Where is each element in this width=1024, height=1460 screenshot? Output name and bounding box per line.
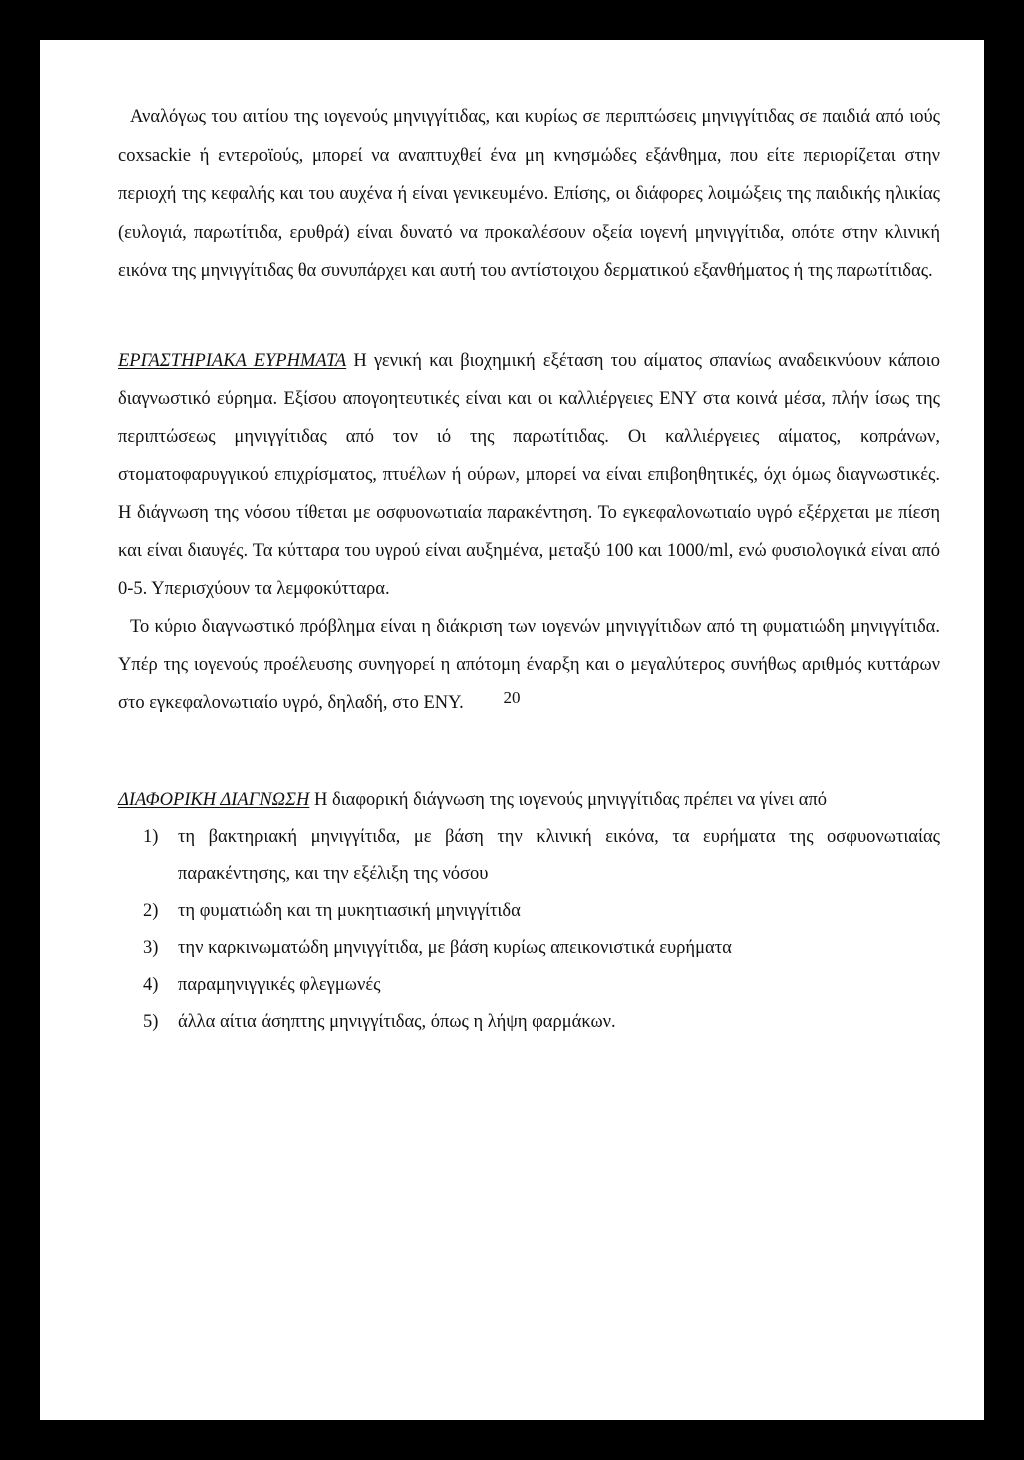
paragraph-rash: Αναλόγως του αιτίου της ιογενούς μηνιγγίτιδας, και κυρίως σε περιπτώσεις μηνιγγίτιδας σε παιδιά από ιούς coxsackie ή εντεροϊούς, μπορεί να αναπτυχθεί ένα μη κνησμώδες εξάνθημα, που είτε περιορίζεται στην περιοχή της κεφαλής και του αυχένα ή είναι γενικευμένο. Επίσης, οι διάφορες λοιμώξεις της παιδικής ηλικίας (ευλογιά, παρωτίτιδα, ερυθρά) είναι δυνατό να προκαλέσουν οξεία ιογενή μηνιγγίτιδα, οπότε στην κλινική εικόνα της μηνιγγίτιδας θα συνυπάρχει και αυτή του αντίστοιχου δερματικού εξανθήματος ή της παρωτίτιδας. — [118, 107, 940, 282]
lab-findings-heading: ΕΡΓΑΣΤΗΡΙΑΚΑ ΕΥΡΗΜΑΤΑ — [118, 350, 347, 371]
lab-findings-text: Η γενική και βιοχημική εξέταση του αίματος σπανίως αναδεικνύουν κάποιο διαγνωστικό εύρημα. Εξίσου απογοητευτικές είναι και οι καλλιέργειες ΕΝΥ στα κοινά μέσα, πλήν ίσως της περιπτώσεως μηνιγγίτιδας από τον ιό της παρωτίτιδας. Οι καλλιέργειες αίματος, κοπράνων, στοματοφαρυγγικού επιχρίσματος, πτυέλων ή ούρων, μπορεί να είναι επιβοηθητικές, όχι όμως διαγνωστικές. Η διάγνωση της νόσου τίθεται με οσφυονωτιαία παρακέντηση. Το εγκεφαλονωτιαίο υγρό εξέρχεται με πίεση και είναι διαυγές. Τα κύτταρα του υγρού είναι αυξημένα, μεταξύ 100 και 1000/ml, ενώ φυσιολογικά είναι από 0-5. Υπερισχύουν τα λεμφοκύτταρα. — [118, 350, 941, 599]
paragraph-diagnostic-problem: Το κύριο διαγνωστικό πρόβλημα είναι η διάκριση των ιογενών μηνιγγίτιδων από τη φυματιώδη μηνιγγίτιδα. Υπέρ της ιογενούς προέλευσης συνηγορεί η απότομη έναρξη και ο μεγαλύτερος συνήθως αριθμός κυττάρων στο εγκεφαλονωτιαίο υγρό, δηλαδή, στο ΕΝΥ. — [118, 616, 940, 713]
list-item-number: 4) — [143, 974, 159, 995]
differential-list — [118, 819, 940, 1041]
page-number: 20 — [503, 688, 521, 707]
list-item-text: άλλα αίτια άσηπτης μηνιγγίτιδας, όπως η λήψη φαρμάκων. — [178, 1011, 616, 1032]
list-item-text: την καρκινωματώδη μηνιγγίτιδα, με βάση κυρίως απεικονιστικά ευρήματα — [178, 937, 732, 958]
list-item — [118, 819, 940, 893]
list-item-number: 1) — [143, 826, 159, 847]
page-content — [118, 98, 940, 1041]
differential-heading: ΔΙΑΦΟΡΙΚΗ ΔΙΑΓΝΩΣΗ — [118, 789, 310, 810]
document-page — [40, 40, 984, 1420]
list-item — [118, 930, 940, 967]
list-item-number: 2) — [143, 900, 159, 921]
differential-intro-text: Η διαφορική διάγνωση της ιογενούς μηνιγγίτιδας πρέπει να γίνει από — [309, 789, 828, 810]
list-item — [118, 893, 940, 930]
list-item-text: τη βακτηριακή μηνιγγίτιδα, με βάση την κλινική εικόνα, τα ευρήματα της οσφυονωτιαίας παρακέντησης, και την εξέλιξη της νόσου — [178, 826, 940, 884]
list-item-number: 5) — [143, 1011, 159, 1032]
list-item — [118, 1004, 940, 1041]
list-item-text: παραμηνιγγικές φλεγμωνές — [178, 974, 381, 995]
paragraph-lab-findings — [118, 342, 940, 608]
list-item-number: 3) — [143, 937, 159, 958]
list-item — [118, 967, 940, 1004]
list-item-text: τη φυματιώδη και τη μυκητιασική μηνιγγίτιδα — [178, 900, 521, 921]
paragraph-differential-intro — [118, 782, 940, 819]
